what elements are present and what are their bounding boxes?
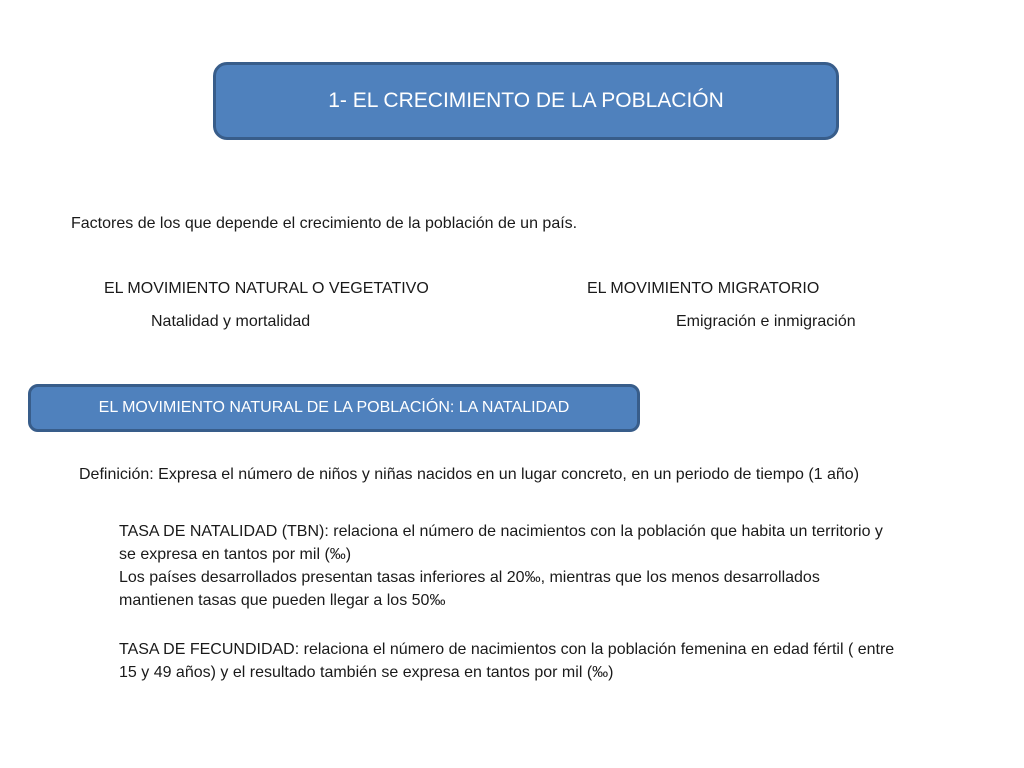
definition-text: Definición: Expresa el número de niños y niñas nacidos en un lugar concreto, en un periodo de tiempo (1 año) <box>79 466 860 483</box>
birth-rate-paragraph <box>119 520 999 612</box>
migratory-movement-heading: EL MOVIMIENTO MIGRATORIO <box>587 280 820 297</box>
fertility-rate-line: TASA DE FECUNDIDAD: relaciona el número de nacimientos con la población femenina en edad fértil ( entre <box>119 641 895 658</box>
birth-rate-line: TASA DE NATALIDAD (TBN): relaciona el número de nacimientos con la población que habita un territorio y <box>119 523 883 540</box>
title-box <box>213 62 839 140</box>
natural-movement-heading: EL MOVIMIENTO NATURAL O VEGETATIVO <box>104 280 429 297</box>
birth-rate-line: mantienen tasas que pueden llegar a los 50‰ <box>119 592 446 609</box>
fertility-rate-line: 15 y 49 años) y el resultado también se expresa en tantos por mil (‰) <box>119 664 614 681</box>
natural-movement-detail: Natalidad y mortalidad <box>151 313 311 330</box>
section-title: EL MOVIMIENTO NATURAL DE LA POBLACIÓN: LA NATALIDAD <box>98 399 570 416</box>
migratory-movement-detail: Emigración e inmigración <box>676 313 856 330</box>
section-title-box <box>28 384 640 432</box>
birth-rate-line: Los países desarrollados presentan tasas inferiores al 20‰, mientras que los menos desarrollados <box>119 569 820 586</box>
intro-text: Factores de los que depende el crecimiento de la población de un país. <box>71 215 578 232</box>
slide-title: 1- EL CRECIMIENTO DE LA POBLACIÓN <box>328 89 724 112</box>
fertility-rate-paragraph <box>119 638 999 684</box>
birth-rate-line: se expresa en tantos por mil (‰) <box>119 546 352 563</box>
